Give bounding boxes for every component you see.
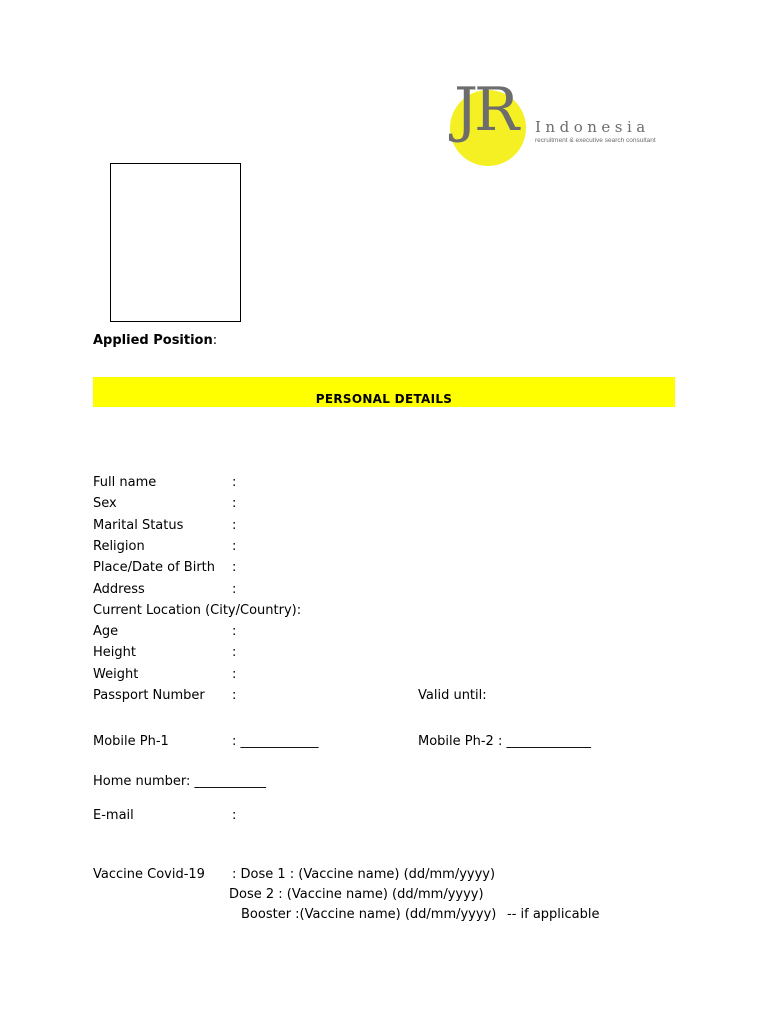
- mobile1-label: Mobile Ph-1: [93, 734, 169, 749]
- logo-mark: JR: [454, 75, 516, 145]
- section-header: [93, 377, 675, 407]
- applied-position: [93, 333, 217, 348]
- valid-until-label: Valid until:: [418, 688, 487, 703]
- religion-label: Religion: [93, 539, 145, 554]
- full-name-label: Full name: [93, 475, 157, 490]
- height-label: Height: [93, 645, 136, 660]
- company-logo: [448, 75, 678, 168]
- marital-status-label: Marital Status: [93, 518, 184, 533]
- passport-label: Passport Number: [93, 688, 205, 703]
- place-dob-colon: :: [232, 560, 237, 575]
- religion-colon: :: [232, 539, 237, 554]
- logo-name: Indonesia: [535, 118, 650, 136]
- email-colon: :: [232, 808, 237, 823]
- sex-label: Sex: [93, 496, 117, 511]
- age-label: Age: [93, 624, 119, 639]
- vaccine-booster: Booster :(Vaccine name) (dd/mm/yyyy): [241, 907, 497, 922]
- vaccine-dose2: Dose 2 : (Vaccine name) (dd/mm/yyyy): [229, 887, 484, 902]
- email-label: E-mail: [93, 808, 134, 823]
- address-colon: :: [232, 582, 237, 597]
- place-dob-label: Place/Date of Birth: [93, 560, 216, 575]
- marital-status-colon: :: [232, 518, 237, 533]
- logo-tagline: recruitment & executive search consultant: [535, 137, 656, 144]
- passport-colon: :: [232, 688, 237, 703]
- age-colon: :: [232, 624, 237, 639]
- sex-colon: :: [232, 496, 237, 511]
- vaccine-booster-note: -- if applicable: [507, 907, 600, 922]
- applied-position-label: Applied Position: [93, 333, 213, 348]
- home-number-field[interactable]: Home number: ___________: [93, 774, 267, 789]
- mobile2-field[interactable]: Mobile Ph-2 : _____________: [418, 734, 591, 749]
- current-location-label: Current Location (City/Country):: [93, 603, 302, 618]
- vaccine-label: Vaccine Covid-19: [93, 867, 205, 882]
- height-colon: :: [232, 645, 237, 660]
- applied-position-colon: :: [212, 333, 218, 348]
- full-name-colon: :: [232, 475, 237, 490]
- weight-colon: :: [232, 667, 237, 682]
- address-label: Address: [93, 582, 145, 597]
- weight-label: Weight: [93, 667, 139, 682]
- section-title: PERSONAL DETAILS: [315, 392, 453, 406]
- mobile1-field[interactable]: : ____________: [232, 734, 319, 749]
- photo-placeholder[interactable]: [110, 163, 241, 322]
- vaccine-dose1: : Dose 1 : (Vaccine name) (dd/mm/yyyy): [232, 867, 496, 882]
